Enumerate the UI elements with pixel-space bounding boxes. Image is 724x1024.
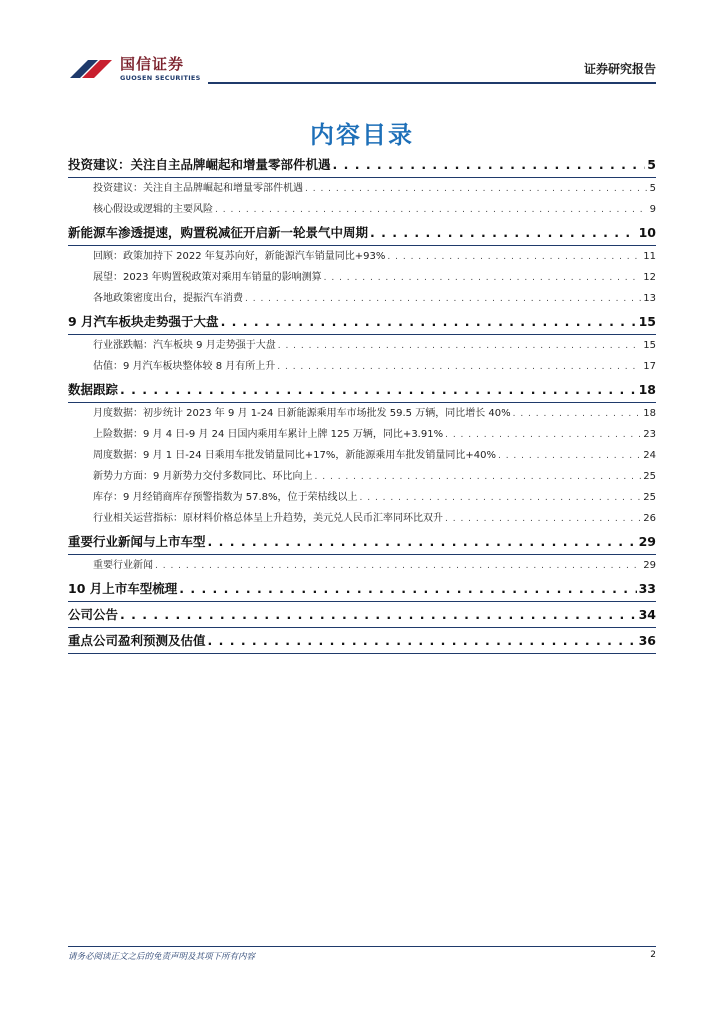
toc-entry-label: 新势力方面：9 月新势力交付多数同比、环比向上 — [93, 466, 313, 487]
toc-leader-dots — [513, 404, 642, 425]
toc-entry-page: 10 — [639, 220, 656, 245]
toc-entry-page: 11 — [643, 246, 656, 267]
toc-leader-dots — [445, 509, 641, 530]
toc-section-entry[interactable] — [68, 152, 656, 178]
toc-leader-dots — [208, 529, 637, 554]
toc-subsection-entry[interactable] — [68, 335, 656, 356]
toc-section-entry[interactable] — [68, 529, 656, 555]
toc-entry-label: 重要行业新闻 — [93, 555, 153, 576]
toc-leader-dots — [221, 309, 637, 334]
toc-entry-label: 各地政策密度出台，提振汽车消费 — [93, 288, 243, 309]
toc-entry-page: 29 — [643, 555, 656, 576]
toc-entry-page: 15 — [639, 309, 656, 334]
toc-entry-label: 库存：9 月经销商库存预警指数为 57.8%，位于荣枯线以上 — [93, 487, 358, 508]
toc-leader-dots — [445, 425, 641, 446]
toc-subsection-entry[interactable] — [68, 487, 656, 508]
toc-subsection-entry[interactable] — [68, 356, 656, 377]
footer-divider — [68, 946, 656, 947]
toc-leader-dots — [360, 488, 642, 509]
toc-entry-page: 18 — [639, 377, 656, 402]
toc-leader-dots — [120, 377, 637, 402]
toc-leader-dots — [315, 467, 642, 488]
toc-entry-page: 23 — [643, 424, 656, 445]
toc-section-entry[interactable] — [68, 377, 656, 403]
toc-entry-page: 34 — [639, 602, 656, 627]
toc-leader-dots — [155, 556, 641, 577]
toc-entry-label: 9 月汽车板块走势强于大盘 — [68, 309, 219, 334]
toc-section-entry[interactable] — [68, 309, 656, 335]
toc-section-entry[interactable] — [68, 576, 656, 602]
toc-leader-dots — [179, 576, 636, 601]
toc-entry-page: 33 — [639, 576, 656, 601]
logo-chinese-name: 国信证券 — [120, 54, 185, 73]
toc-entry-label: 月度数据：初步统计 2023 年 9 月 1-24 日新能源乘用车市场批发 59.5 万辆，同比增长 40% — [93, 403, 511, 424]
toc-subsection-entry[interactable] — [68, 555, 656, 576]
footer-disclaimer: 请务必阅读正文之后的免责声明及其项下所有内容 — [68, 952, 256, 962]
toc-subsection-entry[interactable] — [68, 267, 656, 288]
toc-entry-label: 上险数据：9 月 4 日-9 月 24 日国内乘用车累计上牌 125 万辆，同比+3.91% — [93, 424, 443, 445]
toc-leader-dots — [370, 220, 637, 245]
toc-entry-label: 估值：9 月汽车板块整体较 8 月有所上升 — [93, 356, 275, 377]
toc-subsection-entry[interactable] — [68, 246, 656, 267]
toc-entry-page: 12 — [643, 267, 656, 288]
toc-entry-page: 9 — [650, 199, 656, 220]
header-divider — [208, 82, 656, 84]
toc-entry-label: 重点公司盈利预测及估值 — [68, 628, 206, 653]
toc-entry-page: 25 — [643, 466, 656, 487]
toc-entry-label: 投资建议：关注自主品牌崛起和增量零部件机遇 — [68, 152, 331, 177]
toc-entry-label: 展望：2023 年购置税政策对乘用车销量的影响测算 — [93, 267, 322, 288]
toc-leader-dots — [277, 357, 641, 378]
logo-english-name: GUOSEN SECURITIES — [120, 73, 201, 82]
toc-leader-dots — [208, 628, 637, 653]
toc-subsection-entry[interactable] — [68, 445, 656, 466]
toc-entry-page: 5 — [650, 178, 656, 199]
toc-entry-page: 24 — [643, 445, 656, 466]
toc-entry-page: 15 — [643, 335, 656, 356]
guosen-logo-icon — [68, 56, 114, 82]
toc-subsection-entry[interactable] — [68, 466, 656, 487]
toc-entry-label: 重要行业新闻与上市车型 — [68, 529, 206, 554]
toc-leader-dots — [245, 289, 641, 310]
toc-subsection-entry[interactable] — [68, 424, 656, 445]
toc-subsection-entry[interactable] — [68, 199, 656, 220]
guosen-logo — [68, 54, 218, 84]
toc-entry-label: 新能源车渗透提速，购置税减征开启新一轮景气中周期 — [68, 220, 368, 245]
toc-entry-label: 行业相关运营指标：原材料价格总体呈上升趋势，美元兑人民币汇率同环比双升 — [93, 508, 443, 529]
toc-section-entry[interactable] — [68, 602, 656, 628]
toc-leader-dots — [498, 446, 641, 467]
toc-leader-dots — [278, 336, 642, 357]
report-type-label: 证券研究报告 — [583, 62, 656, 76]
toc-entry-page: 13 — [643, 288, 656, 309]
toc-leader-dots — [120, 602, 637, 627]
toc-section-entry[interactable] — [68, 628, 656, 654]
toc-leader-dots — [387, 247, 641, 268]
toc-leader-dots — [324, 268, 642, 289]
page-header — [68, 46, 656, 86]
toc-section-entry[interactable] — [68, 220, 656, 246]
toc-subsection-entry[interactable] — [68, 178, 656, 199]
toc-entry-page: 18 — [643, 403, 656, 424]
toc-entry-label: 核心假设或逻辑的主要风险 — [93, 199, 213, 220]
toc-entry-page: 26 — [643, 508, 656, 529]
toc-leader-dots — [215, 200, 648, 221]
toc-entry-label: 回顾：政策加持下 2022 年复苏向好，新能源汽车销量同比+93% — [93, 246, 385, 267]
toc-subsection-entry[interactable] — [68, 403, 656, 424]
toc-entry-label: 行业涨跌幅：汽车板块 9 月走势强于大盘 — [93, 335, 276, 356]
toc-leader-dots — [333, 152, 646, 177]
toc-entry-label: 公司公告 — [68, 602, 118, 627]
toc-entry-label: 周度数据：9 月 1 日-24 日乘用车批发销量同比+17%，新能源乘用车批发销量同比+40% — [93, 445, 496, 466]
toc-entry-label: 数据跟踪 — [68, 377, 118, 402]
toc-subsection-entry[interactable] — [68, 508, 656, 529]
toc-entry-page: 29 — [639, 529, 656, 554]
page-number: 2 — [650, 950, 656, 960]
toc-entry-page: 5 — [647, 152, 656, 177]
toc-entry-label: 投资建议：关注自主品牌崛起和增量零部件机遇 — [93, 178, 303, 199]
toc-entry-label: 10 月上市车型梳理 — [68, 576, 177, 601]
toc-leader-dots — [305, 179, 648, 200]
toc-entry-page: 36 — [639, 628, 656, 653]
toc-entry-page: 17 — [643, 356, 656, 377]
table-of-contents — [68, 152, 656, 654]
toc-subsection-entry[interactable] — [68, 288, 656, 309]
toc-entry-page: 25 — [643, 487, 656, 508]
toc-title: 内容目录 — [310, 121, 414, 149]
